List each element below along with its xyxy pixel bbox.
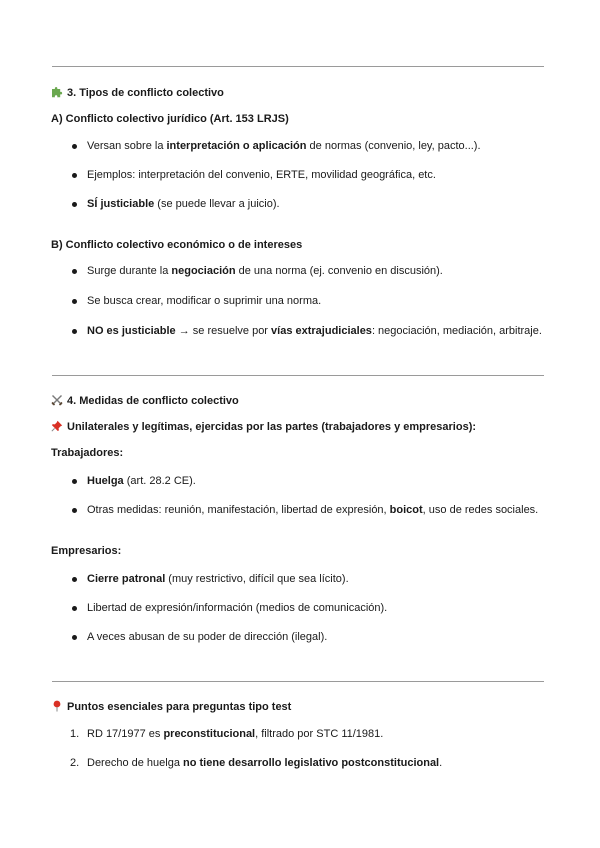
- bullet-icon: [72, 508, 77, 513]
- document-page: 3. Tipos de conflicto colectivo A) Conflicto colectivo jurídico (Art. 153 LRJS) Versan sobre la interpretación o aplicación de normas (convenio, ley, pacto...). Ejemplos: interpretación del convenio, ERTE, movilidad geográfica, etc. SÍ justiciable (se puede llevar a juicio). B) Conflicto colectivo económico o de intereses Surge durante la negociación de una norma (ej. convenio en discusión). Se busca crear, modificar o suprimir una norma. NO es justiciable → se resuelve por vías extrajudiciales: negociación, mediación, arbitraje. 4. Medidas de conflicto colectivo Unilaterales y legítimas, ejercidas por las partes (trabajadores y empresarios): Trabajadores: Huelga (art. 28.2 CE). Otras medidas: reunión, manifestación, libertad de expresión, boicot, uso de redes sociales. Empresarios: Cierre patronal (muy restrictivo, difícil que sea lícito). Libertad de expresión/información (medios de comunicación). A veces abusan de su poder de dirección (ilegal). Puntos esenciales para preguntas tipo test 1. RD 17/1977 es preconstitucional, filtrado por STC 11/1981. 2. Derecho de huelga no tiene desarrollo legislativo postconstitucional.: [0, 0, 600, 848]
- employers-heading: Empresarios:: [51, 545, 122, 557]
- round-pushpin-icon: [51, 700, 63, 716]
- subsection-a-heading: A) Conflicto colectivo jurídico (Art. 153 LRJS): [51, 113, 289, 125]
- workers-heading: Trabajadores:: [51, 447, 124, 459]
- key-points-heading: Puntos esenciales para preguntas tipo test: [51, 700, 291, 716]
- subsection-b-heading: B) Conflicto colectivo económico o de intereses: [51, 239, 303, 251]
- bullet-icon: [72, 202, 77, 207]
- bullet-icon: [72, 606, 77, 611]
- horizontal-rule: [52, 66, 544, 67]
- bullet-icon: [72, 299, 77, 304]
- pinned-heading: Unilaterales y legítimas, ejercidas por las partes (trabajadores y empresarios):: [51, 420, 476, 436]
- bullet-icon: [72, 329, 77, 334]
- bullet-icon: [72, 269, 77, 274]
- section-3-heading: 3. Tipos de conflicto colectivo: [51, 86, 224, 102]
- horizontal-rule: [52, 375, 544, 376]
- crossed-swords-icon: [51, 394, 63, 410]
- bullet-icon: [72, 144, 77, 149]
- section-4-heading: 4. Medidas de conflicto colectivo: [51, 394, 239, 410]
- pushpin-icon: [51, 420, 63, 436]
- puzzle-piece-icon: [51, 86, 63, 102]
- bullet-icon: [72, 577, 77, 582]
- horizontal-rule: [52, 681, 544, 682]
- bullet-icon: [72, 173, 77, 178]
- bullet-icon: [72, 635, 77, 640]
- bullet-icon: [72, 479, 77, 484]
